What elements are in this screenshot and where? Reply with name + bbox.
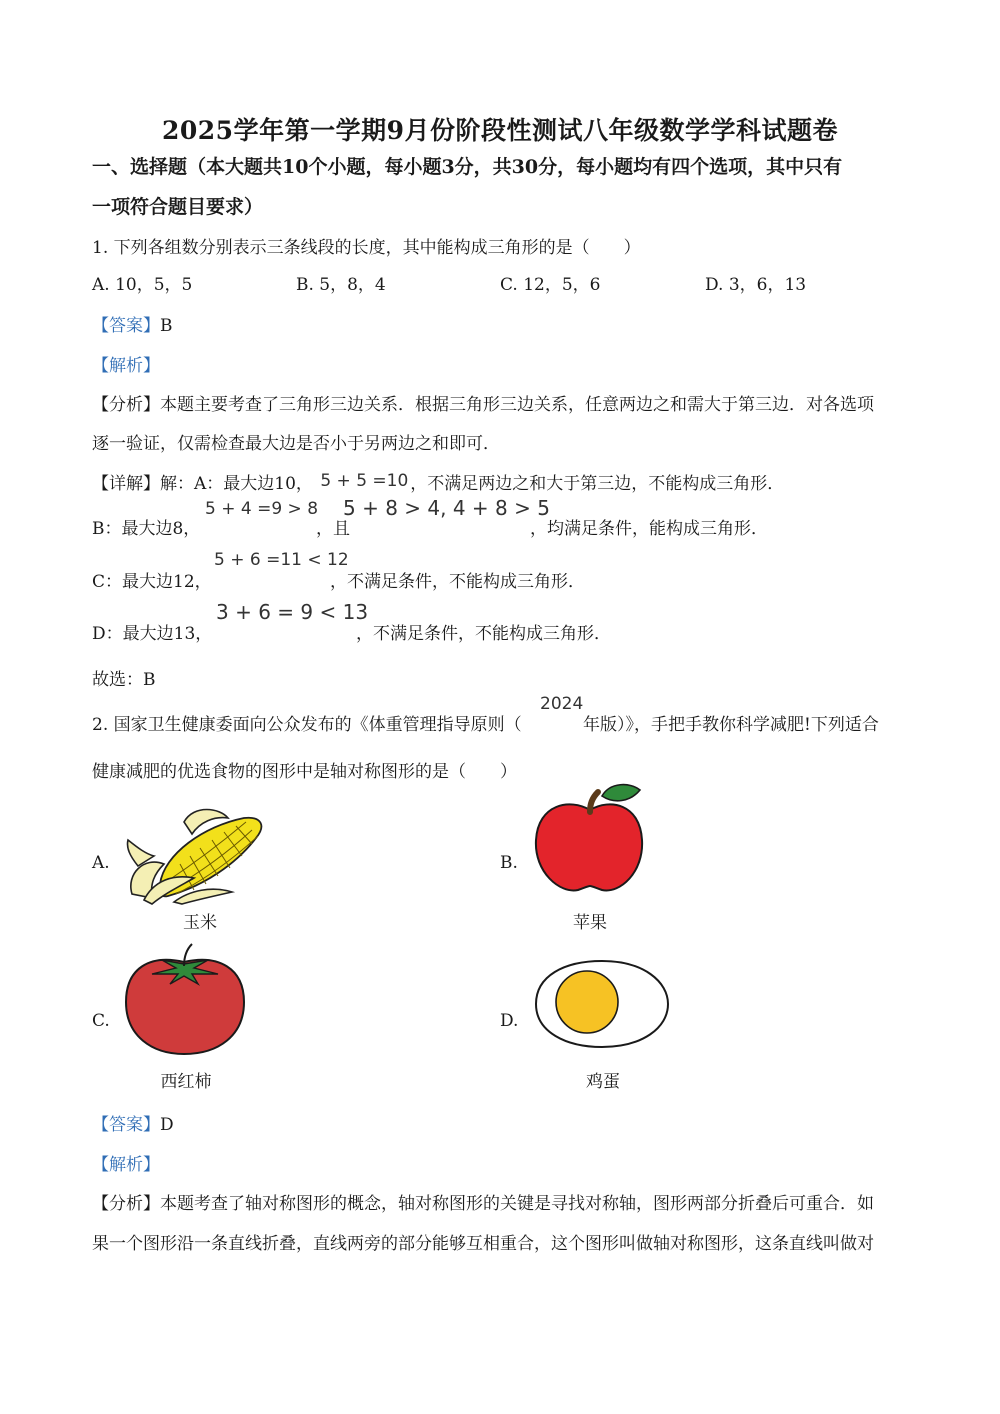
q1-option-c: C. 12，5，6 [500, 275, 601, 295]
q2-answer-row [92, 1110, 174, 1135]
fenxi-text: 本题主要考查了三角形三边关系．根据三角形三边关系，任意两边之和需大于第三边．对各选项 [160, 395, 874, 415]
answer-tag: 【答案】 [92, 316, 160, 336]
q2-stem-line2: 健康减肥的优选食物的图形中是轴对称图形的是（ ） [92, 762, 517, 782]
q1-answer: B [160, 316, 173, 336]
q2-option-b-letter: B. [500, 853, 518, 873]
q2-answer: D [160, 1115, 174, 1135]
fenxi-tag: 【分析】 [92, 1194, 160, 1214]
corn-icon [124, 804, 266, 904]
detail-a-pre: 解：A：最大边10， [160, 474, 313, 494]
section-heading-line1: 一、选择题（本大题共10个小题，每小题3分，共30分，每小题均有四个选项，其中只有 [92, 156, 843, 178]
page-title: 2025学年第一学期9月份阶段性测试八年级数学学科试题卷 [162, 116, 838, 145]
q1-detail-a [92, 469, 784, 494]
q2-option-a-caption: 玉米 [183, 913, 217, 933]
fenxi-text: 本题考查了轴对称图形的概念，轴对称图形的关键是寻找对称轴，图形两部分折叠后可重合．如 [160, 1194, 874, 1214]
q2-fenxi-line2: 果一个图形沿一条直线折叠，直线两旁的部分能够互相重合，这个图形叫做轴对称图形，这条直线叫做对 [92, 1234, 874, 1254]
choose-label: 故选： [92, 670, 143, 690]
egg-icon [532, 958, 672, 1050]
q1-fenxi-line2: 逐一验证，仅需检查最大边是否小于另两边之和即可． [92, 434, 500, 454]
q1-fenxi-line1 [92, 390, 874, 415]
q2-stem-line1-post: 年版）》，手把手教你科学减肥!下列适合 [583, 715, 879, 735]
q1-analysis-tag: 【解析】 [92, 356, 160, 376]
detail-a-post: ，不满足两边之和大于第三边，不能构成三角形． [410, 474, 785, 494]
q2-stem-line1-pre: 2. 国家卫生健康委面向公众发布的《体重管理指导原则（ [92, 715, 522, 735]
q1-choose [92, 665, 156, 690]
q2-option-d-letter: D. [500, 1011, 519, 1031]
fenxi-tag: 【分析】 [92, 395, 160, 415]
q1-answer-row [92, 311, 173, 336]
answer-tag: 【答案】 [92, 1115, 160, 1135]
formula-c: 5 + 6 =11 < 12 [214, 550, 349, 570]
q2-fenxi-line1 [92, 1189, 874, 1214]
formula-d: 3 + 6 = 9 < 13 [216, 600, 369, 624]
q1-stem: 1. 下列各组数分别表示三条线段的长度，其中能构成三角形的是（ ） [92, 238, 641, 258]
detail-d-post: ，不满足条件，不能构成三角形． [356, 624, 611, 644]
detail-tag: 【详解】 [92, 474, 160, 494]
q2-option-c-caption: 西红柿 [160, 1072, 212, 1092]
q1-option-b: B. 5，8，4 [296, 275, 386, 295]
formula-a: 5 + 5 =10 [320, 471, 409, 491]
q2-option-c-letter: C. [92, 1011, 110, 1031]
formula-b2: 5 + 8 > 4, 4 + 8 > 5 [343, 496, 550, 520]
q2-option-d-caption: 鸡蛋 [586, 1072, 620, 1092]
q1-option-a: A. 10，5，5 [92, 275, 193, 295]
section-heading-line2: 一项符合题目要求） [92, 196, 264, 218]
detail-c-post: ，不满足条件，不能构成三角形． [330, 572, 585, 592]
q2-option-b-caption: 苹果 [573, 913, 607, 933]
q1-detail-c: C：最大边12， [92, 572, 212, 592]
apple-icon [530, 780, 648, 896]
detail-b-pre: B：最大边8， [92, 519, 201, 539]
tomato-icon [122, 940, 248, 1056]
q1-detail-d: D：最大边13， [92, 624, 213, 644]
formula-b1: 5 + 4 =9 > 8 [205, 499, 319, 519]
choose-value: B [143, 670, 156, 690]
q2-analysis-tag: 【解析】 [92, 1155, 160, 1175]
q2-year: 2024 [540, 694, 584, 714]
q2-option-a-letter: A. [92, 853, 110, 873]
detail-b-post: ，均满足条件，能构成三角形． [530, 519, 768, 539]
q1-option-d: D. 3，6，13 [705, 275, 807, 295]
q1-detail-b [92, 514, 200, 539]
detail-b-mid: ，且 [316, 519, 350, 539]
